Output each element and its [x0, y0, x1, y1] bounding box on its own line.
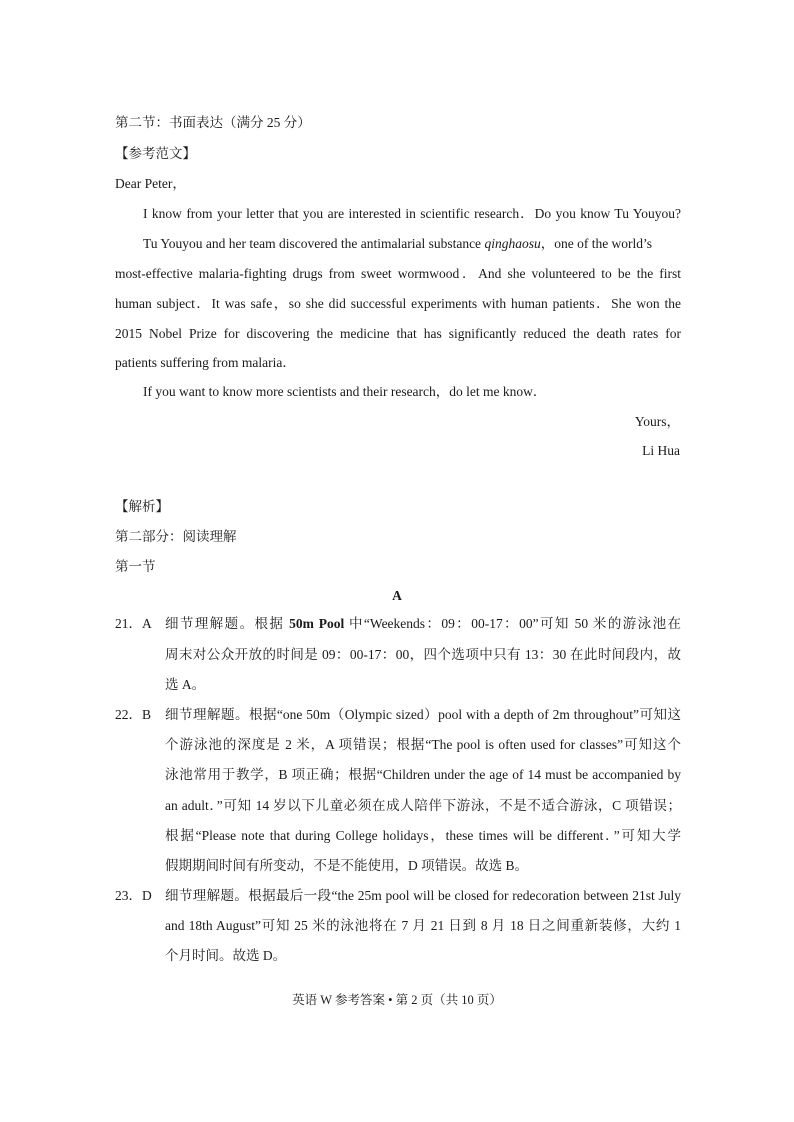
answer-line: an adult．”可知 14 岁以下儿童必须在成人陪伴下游泳，不是不适合游泳，C 项错误； — [165, 798, 681, 813]
page-footer: 英语 W 参考答案 • 第 2 页（共 10 页） — [292, 993, 502, 1007]
letter-line: human subject．It was safe，so she did successful experiments with human patients．She won the — [115, 296, 681, 311]
answer-line: 细节理解题。根据最后一段“the 25m pool will be closed for redecoration between 21st July — [165, 888, 681, 903]
section-label: 第一节 — [115, 559, 156, 574]
letter-greeting: Dear Peter， — [115, 176, 186, 191]
letter-line: If you want to know more scientists and their research，do let me know． — [143, 384, 547, 399]
letter-line: 2015 Nobel Prize for discovering the medicine that has significantly reduced the death rates for — [115, 326, 681, 341]
answer-line: 根据“Please note that during College holidays，these times will be different．”可知大学 — [165, 828, 681, 843]
answer-text: 中“Weekends：09：00-17：00”可知 50 米的游泳池在 — [344, 616, 682, 631]
letter-text: Tu Youyou and her team discovered the antimalarial substance — [143, 236, 485, 251]
answer-line: 周末对公众开放的时间是 09：00-17：00，四个选项中只有 13：30 在此时间段内，故 — [165, 647, 681, 662]
answer-line: 个月时间。故选 D。 — [165, 948, 287, 963]
letter-line: most-effective malaria-fighting drugs from sweet wormwood．And she volunteered to be the first — [115, 266, 681, 281]
question-number: 21．A — [115, 616, 152, 631]
answer-line: 泳池常用于教学，B 项正确；根据“Children under the age of 14 must be accompanied by — [165, 767, 681, 782]
answer-line: and 18th August”可知 25 米的泳池将在 7 月 21 日到 8 月 18 日之间重新装修，大约 1 — [165, 918, 681, 933]
analysis-heading: 【解析】 — [115, 499, 169, 514]
question-number: 23．D — [115, 888, 152, 903]
answer-line — [165, 615, 681, 633]
letter-line — [143, 235, 681, 253]
letter-term: qinghaosu — [484, 236, 541, 251]
question-number: 22．B — [115, 707, 152, 722]
answer-bold-term: 50m Pool — [289, 616, 345, 631]
letter-signature: Li Hua — [642, 443, 680, 458]
passage-label: A — [392, 588, 402, 603]
part-title: 第二部分：阅读理解 — [115, 529, 237, 544]
sample-heading: 【参考范文】 — [115, 146, 196, 161]
answer-line: 选 A。 — [165, 677, 206, 692]
answer-line: 个游泳池的深度是 2 米，A 项错误；根据“The pool is often used for classes”可知这个 — [165, 737, 681, 752]
letter-line: I know from your letter that you are interested in scientific research．Do you know Tu Youyou? — [143, 206, 681, 221]
answer-line: 细节理解题。根据“one 50m（Olympic sized）pool with a depth of 2m throughout”可知这 — [165, 707, 681, 722]
section-title: 第二节：书面表达（满分 25 分） — [115, 115, 311, 130]
answer-text: 细节理解题。根据 — [165, 616, 290, 631]
letter-line: patients suffering from malaria． — [115, 355, 296, 370]
letter-closing: Yours， — [634, 414, 680, 429]
letter-text: ，one of the world’s — [540, 236, 653, 251]
answer-line: 假期期间时间有所变动，不是不能使用，D 项错误。故选 B。 — [165, 858, 529, 873]
